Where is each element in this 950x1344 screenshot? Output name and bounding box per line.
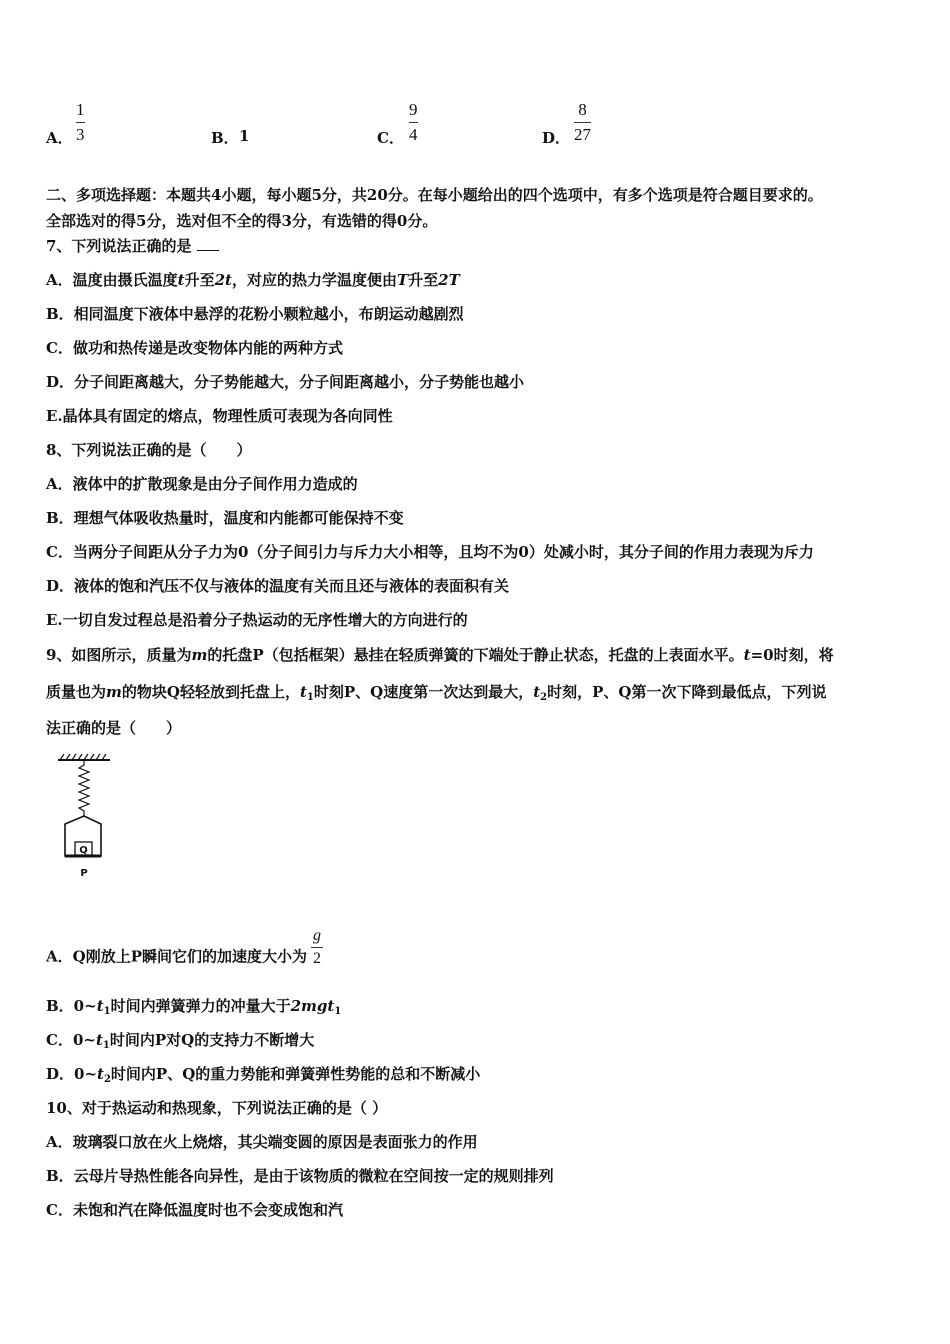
text: C．0~	[46, 1031, 96, 1049]
fraction	[76, 100, 85, 145]
text: 的物块Q轻轻放到托盘上，	[121, 683, 300, 701]
q10-stem: 10、对于热运动和热现象，下列说法正确的是（ ）	[46, 1099, 388, 1117]
spring	[79, 760, 89, 816]
text: B．0~	[46, 997, 97, 1015]
text: 的托盘P（包括框架）悬挂在轻质弹簧的下端处于静止状态，托盘的上表面水平。	[207, 646, 744, 664]
numerator: 1	[76, 100, 85, 119]
denominator: 4	[409, 125, 418, 144]
option-label: C．	[377, 129, 404, 147]
fraction	[574, 100, 591, 145]
option-label: D．	[542, 129, 571, 147]
subscript: 1	[102, 1040, 110, 1051]
var-t1: t	[95, 1031, 103, 1049]
text: =0时刻，将	[750, 646, 834, 664]
denominator: 3	[76, 125, 85, 144]
subscript: 1	[103, 1006, 111, 1017]
q9-option-c	[46, 1030, 314, 1056]
section2-heading-line1: 二、多项选择题：本题共4小题，每小题5分，共20分。在每小题给出的四个选项中，有多个选项是符合题目要求的。	[46, 186, 823, 204]
q7-option-b: B．相同温度下液体中悬浮的花粉小颗粒越小，布朗运动越剧烈	[46, 305, 464, 323]
var-t1: t	[299, 683, 307, 701]
text: 时刻P、Q速度第一次达到最大，	[313, 683, 534, 701]
q9-option-b	[46, 996, 341, 1022]
text: ，对应的热力学温度便由	[231, 271, 397, 289]
text: A．Q刚放上P瞬间它们的加速度大小为	[46, 947, 307, 966]
q7-option-e: E.晶体具有固定的熔点，物理性质可表现为各向同性	[46, 407, 393, 425]
text: 时刻，P、Q第一次下降到最低点，下列说	[547, 683, 827, 701]
q10-option-c: C．未饱和汽在降低温度时也不会变成饱和汽	[46, 1201, 343, 1219]
q10-option-a: A．玻璃裂口放在火上烧熔，其尖端变圆的原因是表面张力的作用	[46, 1133, 478, 1151]
text: 质量也为	[46, 683, 107, 701]
fraction-bar	[409, 122, 418, 123]
q7-stem	[46, 236, 219, 256]
denominator: 2	[313, 950, 321, 967]
numerator: g	[313, 927, 321, 944]
q8-option-a: A．液体中的扩散现象是由分子间作用力造成的	[46, 475, 358, 493]
var-m: m	[191, 646, 208, 664]
subscript: 2	[103, 1074, 111, 1085]
text: 时间内弹簧弹力的冲量大于	[110, 997, 291, 1015]
fraction-bar	[311, 947, 323, 948]
option-label: A．	[46, 129, 73, 147]
var-t2: t	[533, 683, 541, 701]
text: 时间内P、Q的重力势能和弹簧弹性势能的总和不断减小	[110, 1065, 481, 1083]
subscript: 2	[540, 692, 548, 703]
fraction-bar	[574, 122, 591, 123]
numerator: 8	[578, 100, 587, 119]
q10-option-b: B．云母片导热性能各向异性，是由于该物质的微粒在空间按一定的规则排列	[46, 1167, 554, 1185]
fraction	[311, 926, 323, 969]
text: A．温度由摄氏温度	[46, 271, 178, 289]
var-t: t	[177, 271, 185, 289]
q7-option-c: C．做功和热传递是改变物体内能的两种方式	[46, 339, 343, 357]
q8-option-e: E.一切自发过程总是沿着分子热运动的无序性增大的方向进行的	[46, 611, 468, 629]
var-2t: 2t	[214, 271, 232, 289]
q9-option-d	[46, 1064, 480, 1090]
spring-tray-figure	[50, 752, 120, 882]
expr-2mgt: 2mgt	[290, 997, 335, 1015]
var-2T: 2T	[438, 271, 460, 289]
text: 时间内P对Q的支持力不断增大	[109, 1031, 315, 1049]
answer-blank	[197, 236, 219, 251]
var-T: T	[396, 271, 409, 289]
q7-option-a	[46, 270, 460, 290]
text: 9、如图所示，质量为	[46, 646, 192, 664]
option-value: 1	[239, 127, 250, 145]
q6-options	[46, 100, 646, 150]
q9-stem-line2	[46, 682, 827, 708]
q7-option-d: D．分子间距离越大，分子势能越大，分子间距离越小，分子势能也越小	[46, 373, 525, 391]
text: 升至	[408, 271, 439, 289]
text: 升至	[184, 271, 215, 289]
q9-stem-line1	[46, 645, 834, 665]
denominator: 27	[574, 125, 591, 144]
q7-stem-text: 7、下列说法正确的是	[46, 237, 192, 255]
fraction-bar	[76, 122, 85, 123]
var-m: m	[106, 683, 122, 701]
section2-heading-line2: 全部选对的得5分，选对但不全的得3分，有选错的得0分。	[46, 212, 438, 230]
tray-p-label: P	[80, 868, 88, 879]
subscript: 1	[334, 1006, 342, 1017]
q8-option-d: D．液体的饱和汽压不仅与液体的温度有关而且还与液体的表面积有关	[46, 577, 510, 595]
text: D．0~	[46, 1065, 98, 1083]
option-label: B．	[211, 129, 239, 147]
q8-option-c: C．当两分子间距从分子力为0（分子间引力与斥力大小相等，且均不为0）处减小时，其分子间的作用力表现为斥力	[46, 543, 814, 561]
var-t: t	[743, 646, 751, 664]
q8-stem: 8、下列说法正确的是（ ）	[46, 441, 252, 459]
q8-option-b: B．理想气体吸收热量时，温度和内能都可能保持不变	[46, 509, 404, 527]
block-q-label: Q	[79, 845, 88, 856]
q9-stem-line3: 法正确的是（ ）	[46, 719, 182, 737]
fraction	[409, 100, 418, 145]
subscript: 1	[306, 692, 314, 703]
var-t2: t	[97, 1065, 104, 1083]
q9-option-a	[46, 927, 323, 979]
numerator: 9	[409, 100, 418, 119]
var-t1: t	[96, 997, 104, 1015]
